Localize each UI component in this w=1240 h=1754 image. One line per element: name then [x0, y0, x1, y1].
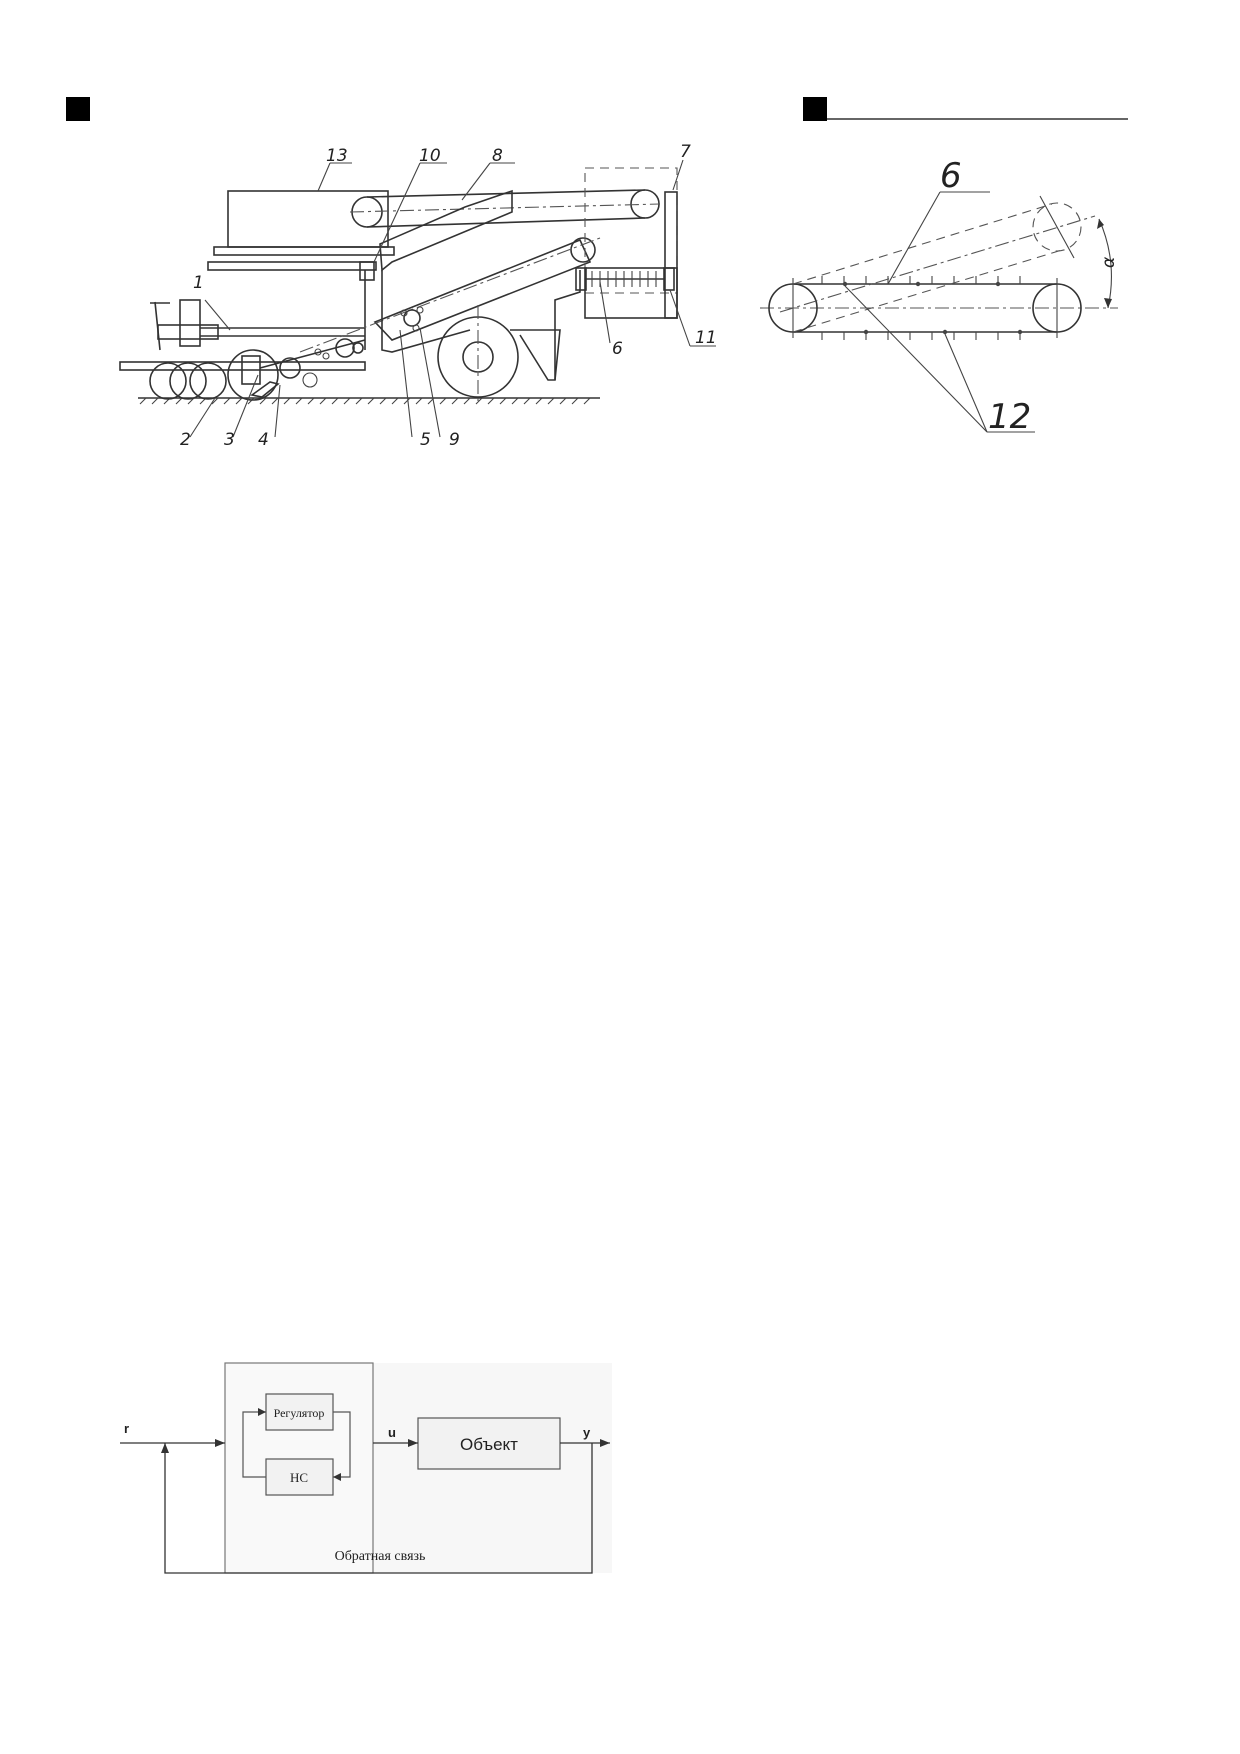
label-5: 5: [420, 430, 431, 450]
upper-conveyor-bottom: [367, 218, 645, 227]
input-arrow: [215, 1439, 225, 1447]
label-10: 10: [419, 146, 441, 166]
label-11: 11: [695, 328, 717, 348]
transfer-roller-small: [303, 373, 317, 387]
label-7: 7: [680, 142, 691, 162]
separator-rear-wall: [665, 192, 677, 318]
nn-label: НС: [289, 1470, 309, 1485]
label-1: 1: [193, 273, 204, 293]
transfer-roller: [280, 358, 300, 378]
label-9: 9: [449, 430, 460, 450]
angle-label: α: [1099, 256, 1119, 268]
scheme-tines-bottom: [822, 332, 1020, 340]
scheme-raised-axis: [780, 216, 1095, 312]
small-roller-1: [323, 353, 329, 359]
share-link: [260, 340, 365, 368]
label-2: 2: [180, 430, 191, 450]
scheme-leader-lines: [845, 192, 1035, 432]
label-4: 4: [258, 430, 269, 450]
body-top-panel: [380, 191, 512, 270]
scheme-label-6: 6: [940, 156, 962, 196]
control-block-diagram: [120, 1363, 612, 1573]
hopper-base-plate: [214, 247, 394, 255]
hopper: [228, 191, 388, 247]
sorting-star-node-2: [417, 307, 423, 313]
separator-scheme: [760, 156, 1119, 437]
drive-gear: [336, 339, 354, 357]
scheme-tines-top: [822, 276, 1020, 284]
machine-drawing: [120, 142, 717, 450]
label-6: 6: [612, 339, 623, 359]
scheme-raised-top: [793, 204, 1052, 284]
hopper-base-plate-lower: [208, 262, 376, 270]
front-platform: [158, 325, 218, 339]
body-side-panel: [382, 270, 470, 352]
front-roller-1: [150, 363, 186, 399]
object-label: Объект: [460, 1435, 518, 1454]
feedback-label: Обратная связь: [334, 1549, 426, 1564]
front-roller-2: [170, 363, 206, 399]
leader-lines: [190, 160, 716, 437]
scheme-raised-bottom: [793, 250, 1062, 332]
label-13: 13: [326, 146, 348, 166]
label-3: 3: [224, 430, 235, 450]
feedback-arrow: [161, 1443, 169, 1453]
scheme-angle-arrow-bottom: [1104, 298, 1112, 308]
scheme-raised-pulley-axis: [1040, 196, 1074, 258]
output-signal-label: y: [583, 1425, 591, 1440]
front-wheel: [228, 350, 278, 400]
regulator-label: Регулятор: [273, 1406, 325, 1420]
scheme-label-12: 12: [988, 397, 1032, 437]
front-roller-3: [190, 363, 226, 399]
sensor-10: [360, 262, 374, 280]
label-8: 8: [492, 146, 503, 166]
control-signal-label: u: [388, 1425, 396, 1440]
input-signal-label: r: [124, 1421, 130, 1436]
upper-conveyor-axis: [350, 204, 660, 212]
